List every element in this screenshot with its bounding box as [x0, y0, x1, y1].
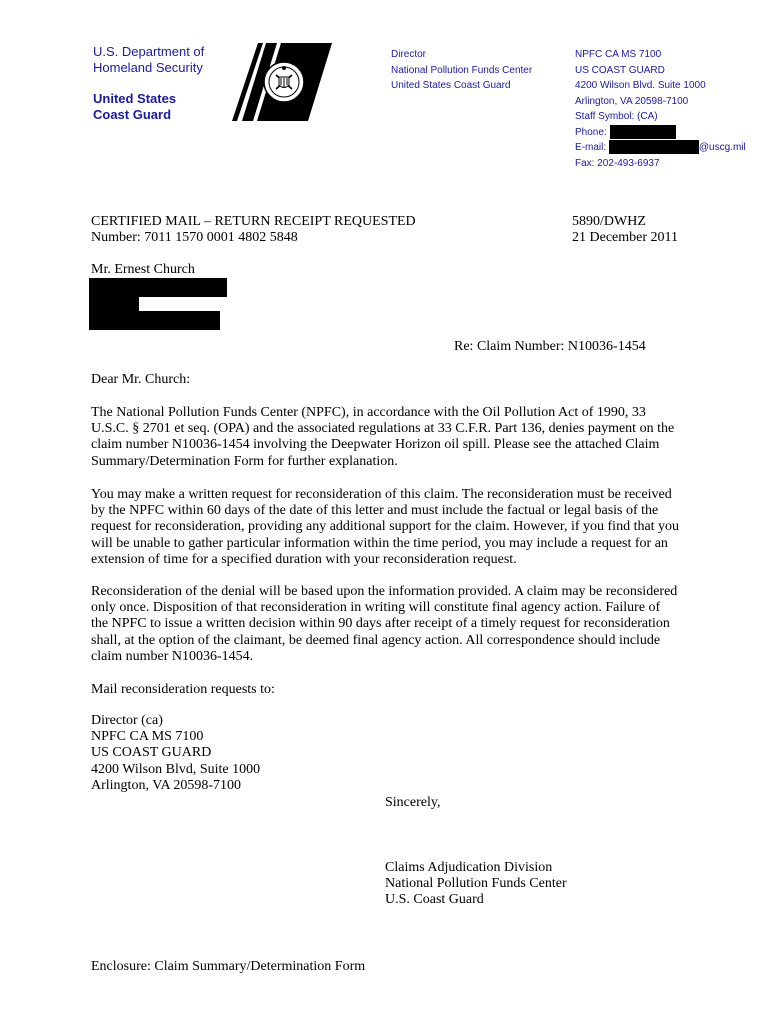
- mailing-line-1: CERTIFIED MAIL – RETURN RECEIPT REQUESTED: [91, 214, 416, 229]
- text-line: by the NPFC within 60 days of the date of this letter and must include the factual or legal basis of the: [91, 503, 659, 519]
- signature-line: Claims Adjudication Division: [385, 860, 553, 875]
- enclosure-note: Enclosure: Claim Summary/Determination Form: [91, 959, 366, 974]
- text-line: request for reconsideration, providing any additional support for the claim. However, if you find that you: [91, 519, 680, 535]
- salutation: Dear Mr. Church:: [91, 372, 191, 387]
- contact-line-1: NPFC CA MS 7100: [575, 49, 662, 60]
- address-redaction: [89, 297, 139, 311]
- paragraph-2: [91, 487, 691, 568]
- signature-line: U.S. Coast Guard: [385, 892, 484, 908]
- return-address-line: US COAST GUARD: [91, 745, 212, 761]
- return-address-line: Arlington, VA 20598-7100: [91, 777, 241, 793]
- dept-line-1: U.S. Department of: [93, 44, 205, 59]
- contact-line-4: Arlington, VA 20598-7100: [575, 95, 689, 107]
- text-line: will be unable to gather particular information within the time period, you may include a request for an: [91, 535, 668, 551]
- text-line: The National Pollution Funds Center (NPFC), in accordance with the Oil Pollution Act of 1990, 33: [91, 405, 646, 420]
- text-line: extension of time for a specified duration with your reconsideration request.: [91, 551, 517, 567]
- office-line-2: National Pollution Funds Center: [391, 64, 533, 76]
- email-row: [575, 140, 746, 156]
- return-address-line: NPFC CA MS 7100: [91, 729, 204, 745]
- text-line: shall, at the option of the claimant, be deemed final agency action. All correspondence should include: [91, 632, 661, 648]
- signature-block: [385, 860, 567, 909]
- closing: Sincerely,: [385, 795, 441, 810]
- return-address: [91, 713, 260, 794]
- office-line-3: United States Coast Guard: [391, 80, 511, 91]
- cg-line-2: Coast Guard: [93, 107, 172, 122]
- contact-line-2: US COAST GUARD: [575, 64, 665, 76]
- contact-line-3: 4200 Wilson Blvd. Suite 1000: [575, 80, 706, 91]
- letterhead-contact: [575, 47, 746, 171]
- phone-row: [575, 125, 746, 141]
- reference-code: 5890/DWHZ: [572, 214, 646, 229]
- return-address-line: Director (ca): [91, 713, 163, 728]
- reference-info: [572, 214, 678, 246]
- text-line: U.S.C. § 2701 et seq. (OPA) and the associated regulations at 33 C.F.R. Part 136, denies payment on the: [91, 421, 675, 437]
- address-redaction: [89, 311, 220, 330]
- text-line: the NPFC to issue a written decision within 90 days after receipt of a timely request for reconsideration: [91, 616, 670, 632]
- claim-reference: Re: Claim Number: N10036-1454: [454, 339, 646, 354]
- office-line-1: Director: [391, 49, 427, 60]
- letterhead-office: [391, 47, 532, 94]
- phone-label: Phone:: [575, 126, 607, 138]
- mailing-info: [91, 214, 416, 246]
- email-redaction: [609, 140, 699, 154]
- email-label: E-mail:: [575, 142, 607, 153]
- dept-line-2: Homeland Security: [93, 60, 203, 75]
- department-name: [93, 44, 204, 76]
- letter-date: 21 December 2011: [572, 230, 678, 245]
- signature-line: National Pollution Funds Center: [385, 876, 567, 892]
- text-line: Reconsideration of the denial will be based upon the information provided. A claim may be reconsidered: [91, 584, 678, 599]
- email-suffix: @uscg.mil: [698, 142, 746, 153]
- coast-guard-emblem-icon: [232, 43, 332, 121]
- address-redaction: [89, 278, 227, 297]
- paragraph-4: Mail reconsideration requests to:: [91, 682, 275, 697]
- cg-line-1: United States: [93, 91, 177, 106]
- paragraph-1: [91, 405, 691, 470]
- text-line: You may make a written request for reconsideration of this claim. The reconsideration must be received: [91, 487, 672, 502]
- text-line: claim number N10036-1454.: [91, 648, 254, 664]
- staff-symbol: Staff Symbol: (CA): [575, 111, 658, 122]
- paragraph-3: [91, 584, 691, 665]
- phone-redaction: [610, 125, 676, 139]
- return-address-line: 4200 Wilson Blvd, Suite 1000: [91, 761, 261, 777]
- text-line: claim number N10036-1454 involving the Deepwater Horizon oil spill. Please see the attached Claim: [91, 437, 660, 453]
- coast-guard-name: [93, 91, 176, 123]
- addressee-name: Mr. Ernest Church: [91, 262, 195, 277]
- text-line: only once. Disposition of that reconsideration in writing will constitute final agency action. Failure of: [91, 600, 661, 616]
- text-line: Summary/Determination Form for further explanation.: [91, 453, 398, 469]
- mailing-line-2: Number: 7011 1570 0001 4802 5848: [91, 230, 298, 245]
- fax-line: Fax: 202-493-6937: [575, 157, 660, 169]
